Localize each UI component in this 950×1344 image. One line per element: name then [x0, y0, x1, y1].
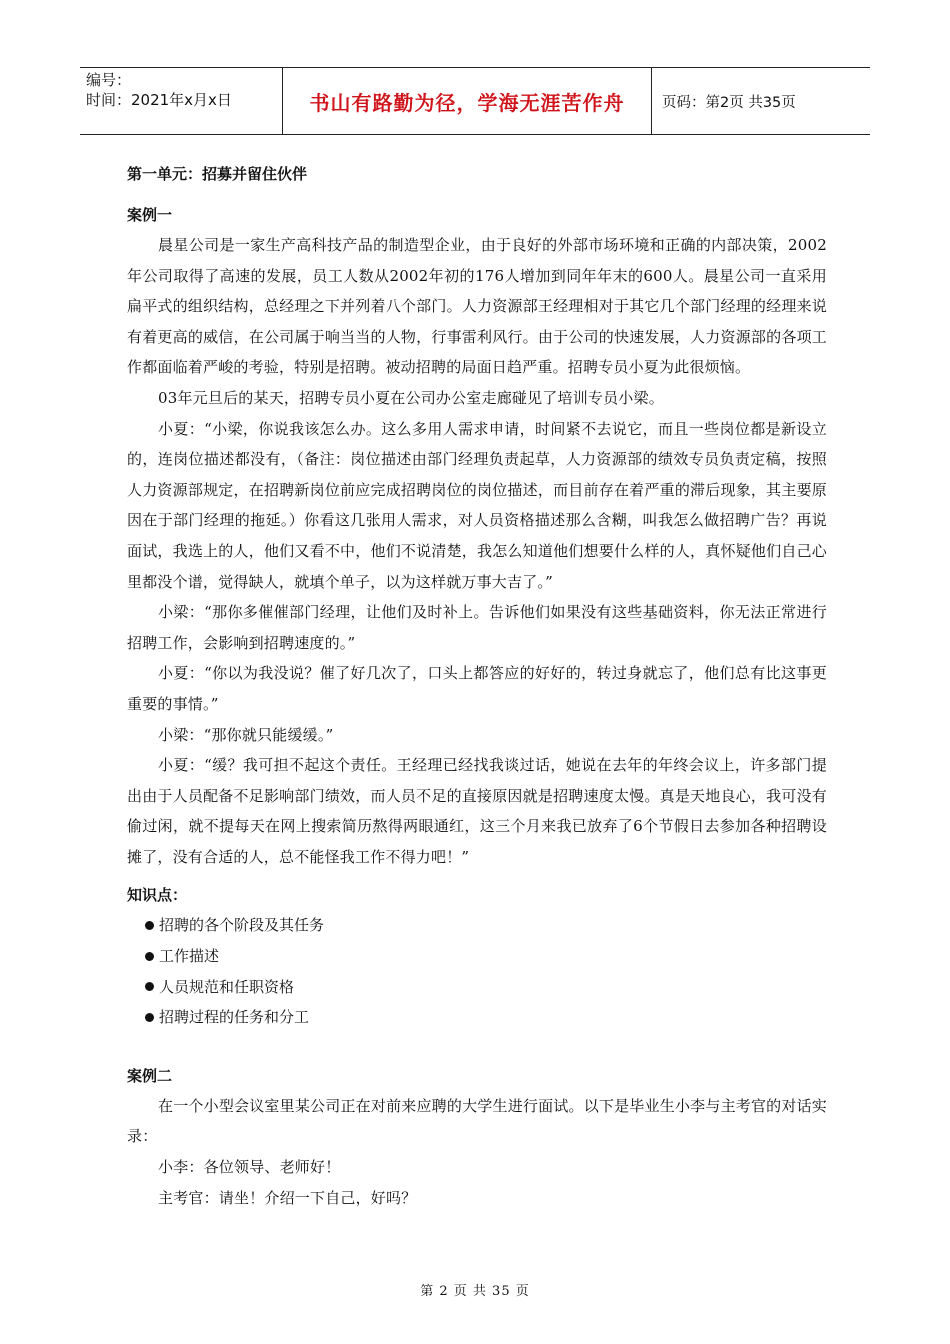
header-page-info: 页码：第2页 共35页	[662, 94, 796, 111]
bullet-icon	[145, 952, 154, 961]
knowledge-item-label: 工作描述	[159, 947, 220, 966]
page-header	[80, 67, 870, 135]
case1-paragraph: 小梁：“那你多催催部门经理，让他们及时补上。告诉他们如果没有这些基础资料，你无法正常进行招聘工作，会影响到招聘速度的。”	[127, 603, 827, 652]
case1-paragraph: 小梁：“那你就只能缓缓。”	[158, 725, 334, 744]
time-label: 时间：2021年x月x日	[86, 91, 232, 109]
list-item	[145, 941, 827, 972]
section-spacer	[127, 1033, 827, 1061]
bullet-icon	[145, 1013, 154, 1022]
header-motto: 书山有路勤为径，学海无涯苦作舟	[282, 68, 652, 134]
document-body	[127, 163, 827, 1213]
number-label: 编号：	[86, 71, 132, 89]
case1-paragraph: 小夏：“小梁，你说我该怎么办。这么多用人需求申请，时间紧不去说它，而且一些岗位都是新设立的，连岗位描述都没有，（备注：岗位描述由部门经理负责起草，人力资源部的绩效专员负责定稿，按照人力资源部规定，在招聘新岗位前应完成招聘岗位的岗位描述，而目前存在着严重的滞后现象，其主要原因在于部门经理的拖延。）你看这几张用人需求，对人员资格描述那么含糊，叫我怎么做招聘广告？再说面试，我选上的人，他们又看不中，他们不说清楚，我怎么知道他们想要什么样的人，真怀疑他们自己心里都没个谱，觉得缺人，就填个单子，以为这样就万事大吉了。”	[127, 419, 827, 591]
bullet-icon	[145, 921, 154, 930]
list-item	[145, 910, 827, 941]
knowledge-item-label: 招聘的各个阶段及其任务	[159, 916, 325, 935]
case1-title: 案例一	[127, 206, 173, 224]
case1-paragraph: 晨星公司是一家生产高科技产品的制造型企业，由于良好的外部市场环境和正确的内部决策，2002年公司取得了高速的发展，员工人数从2002年初的176人增加到同年年末的600人。晨星公司一直采用扁平式的组织结构，总经理之下并列着八个部门。人力资源部王经理相对于其它几个部门经理的经理来说有着更高的威信，在公司属于响当当的人物，行事雷利风行。由于公司的快速发展，人力资源部的各项工作都面临着严峻的考验，特别是招聘。被动招聘的局面日趋严重。招聘专员小夏为此很烦恼。	[127, 236, 827, 377]
case2-title: 案例二	[127, 1066, 173, 1085]
case2-paragraph: 主考官：请坐！介绍一下自己，好吗？	[158, 1188, 417, 1207]
knowledge-item-label: 招聘过程的任务和分工	[159, 1008, 310, 1027]
case1-paragraph: 小夏：“缓？我可担不起这个责任。王经理已经找我谈过话，她说在去年的年终会议上，许多部门提出由于人员配备不足影响部门绩效，而人员不足的直接原因就是招聘速度太慢。真是天地良心，我可没有偷过闲，就不提每天在网上搜索简历熬得两眼通红，这三个月来我已放弃了6个节假日去参加各种招聘设摊了，没有合适的人，总不能怪我工作不得力吧！”	[127, 756, 827, 866]
knowledge-list	[127, 910, 827, 1032]
case2-paragraph: 在一个小型会议室里某公司正在对前来应聘的大学生进行面试。以下是毕业生小李与主考官的对话实录：	[127, 1096, 827, 1146]
case2-paragraph: 小李：各位领导、老师好！	[158, 1158, 341, 1177]
header-meta	[80, 68, 282, 134]
bullet-icon	[145, 982, 154, 991]
list-item	[145, 972, 827, 1003]
page-footer: 第 2 页 共 35 页	[420, 1284, 530, 1299]
case1-paragraph: 小夏：“你以为我没说？催了好几次了，口头上都答应的好好的，转过身就忘了，他们总有比这事更重要的事情。”	[127, 664, 827, 713]
unit-title: 第一单元：招募并留住伙伴	[127, 165, 308, 183]
knowledge-item-label: 人员规范和任职资格	[159, 977, 295, 996]
case1-paragraph: 03年元旦后的某天，招聘专员小夏在公司办公室走廊碰见了培训专员小梁。	[158, 388, 664, 407]
list-item	[145, 1002, 827, 1033]
knowledge-title: 知识点：	[127, 886, 188, 905]
